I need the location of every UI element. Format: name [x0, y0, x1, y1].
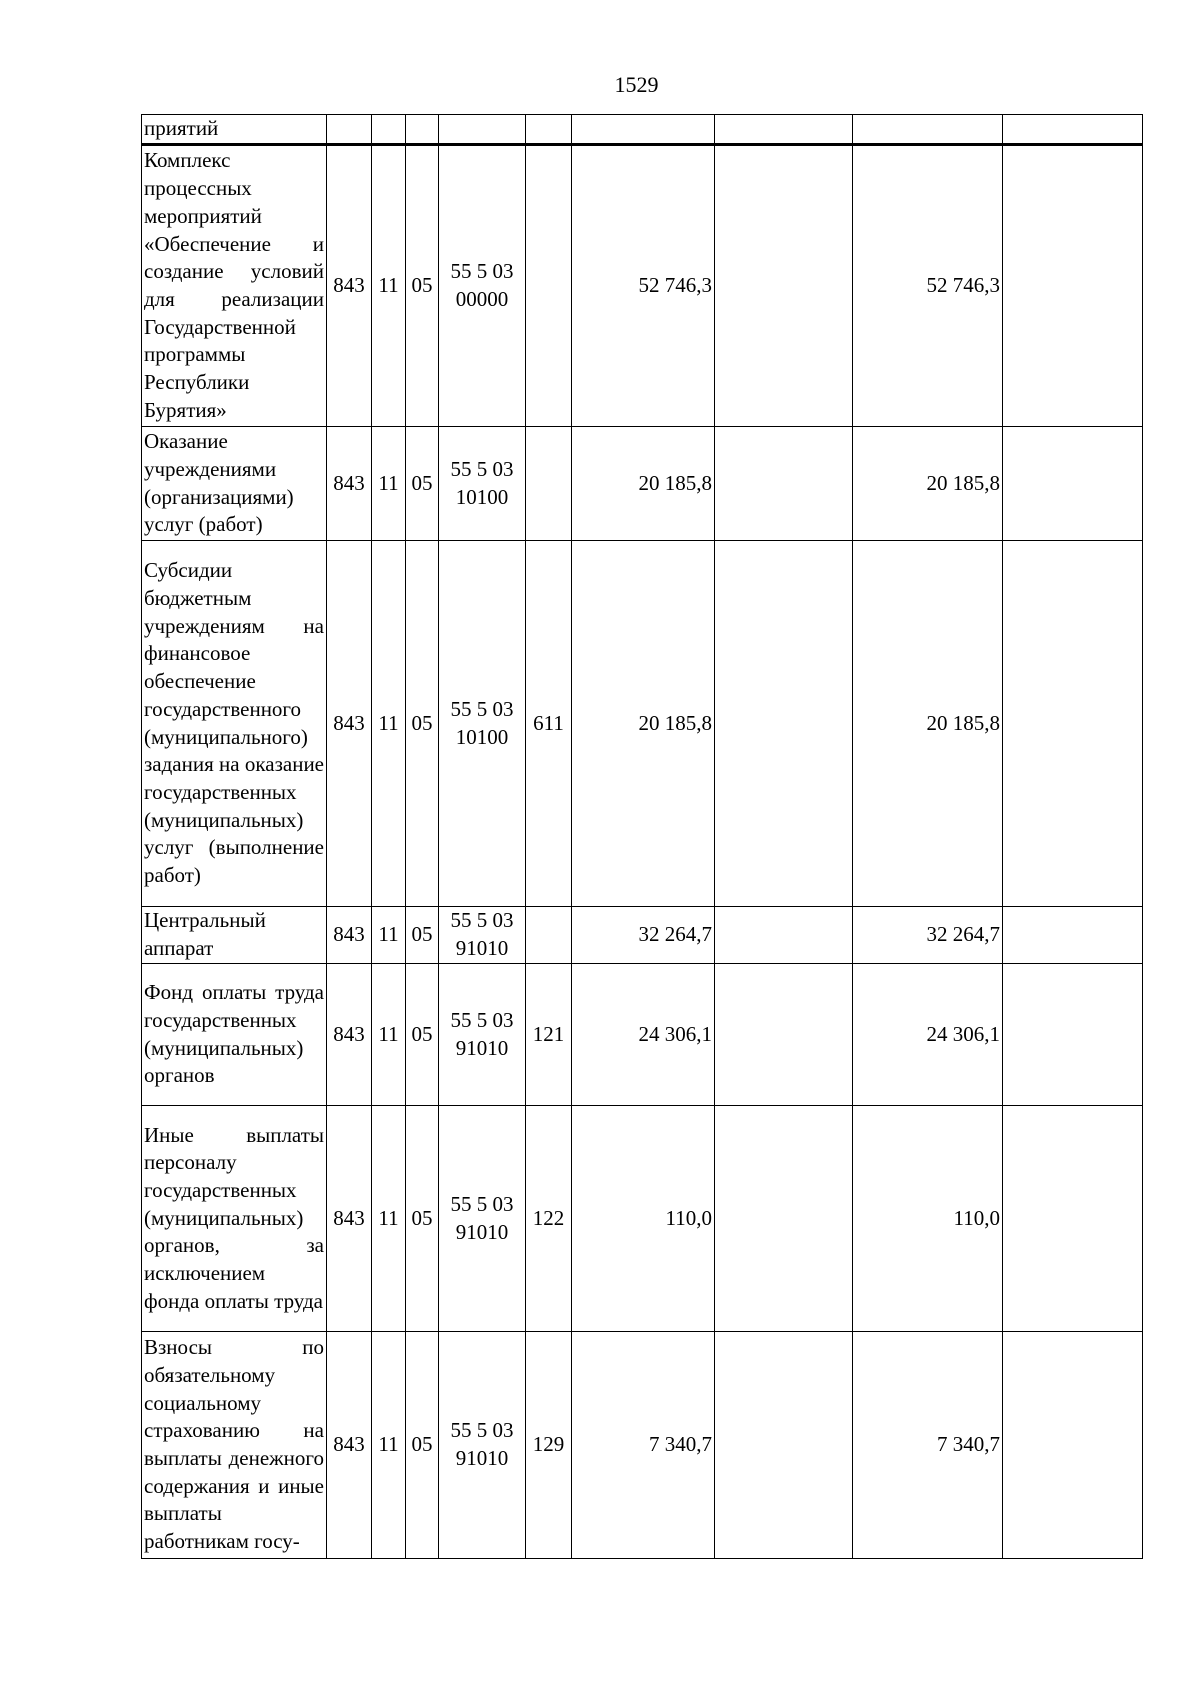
sum-cell: 20 185,8: [572, 427, 715, 541]
csr-cell: 55 5 03 10100: [439, 427, 526, 541]
vr-cell: 129: [526, 1332, 572, 1559]
sum-cell: [1003, 907, 1143, 964]
pr-cell: 05: [406, 1106, 439, 1332]
sum-cell: 52 746,3: [853, 145, 1003, 427]
sum-cell: 110,0: [572, 1106, 715, 1332]
row-name: Комплекс процессных мероприятий «Обеспечение и создание условий для реализации Государственной программы Республики Бурятия»: [142, 145, 327, 427]
vr-cell: 122: [526, 1106, 572, 1332]
row-name: Оказание учреждениями (организациями) услуг (работ): [142, 427, 327, 541]
rz-cell: 11: [372, 964, 406, 1106]
sum-cell: [715, 541, 853, 907]
sum-cell: [572, 115, 715, 145]
sum-cell: [715, 1106, 853, 1332]
sum-cell: 20 185,8: [853, 541, 1003, 907]
vr-cell: [526, 427, 572, 541]
sum-cell: 52 746,3: [572, 145, 715, 427]
sum-cell: 32 264,7: [572, 907, 715, 964]
sum-cell: [715, 964, 853, 1106]
sum-cell: [1003, 1106, 1143, 1332]
row-name: Фонд оплаты труда государственных (муниципальных) органов: [142, 964, 327, 1106]
sum-cell: [1003, 145, 1143, 427]
table-row: [142, 1106, 1143, 1332]
sum-cell: 20 185,8: [572, 541, 715, 907]
sum-cell: [1003, 427, 1143, 541]
pr-cell: 05: [406, 427, 439, 541]
csr-cell: 55 5 03 91010: [439, 964, 526, 1106]
pr-cell: 05: [406, 1332, 439, 1559]
rz-cell: 11: [372, 427, 406, 541]
sum-cell: 110,0: [853, 1106, 1003, 1332]
table-row: [142, 907, 1143, 964]
sum-cell: 7 340,7: [572, 1332, 715, 1559]
csr-cell: 55 5 03 91010: [439, 1106, 526, 1332]
row-name: приятий: [142, 115, 327, 145]
row-name: Взносы по обязательному социальному страхованию на выплаты денежного содержания и иные выплаты работникам госу-: [142, 1332, 327, 1559]
vr-cell: [526, 115, 572, 145]
gr-cell: 843: [327, 1332, 372, 1559]
pr-cell: 05: [406, 541, 439, 907]
sum-cell: [853, 115, 1003, 145]
sum-cell: [1003, 115, 1143, 145]
row-name: Субсидии бюджетным учреждениям на финансовое обеспечение государственного (муниципального) задания на оказание государственных (муниципальных) услуг (выполнение работ): [142, 541, 327, 907]
csr-cell: 55 5 03 00000: [439, 145, 526, 427]
sum-cell: [715, 907, 853, 964]
page-number: 1529: [614, 72, 659, 97]
vr-cell: 611: [526, 541, 572, 907]
sum-cell: [715, 145, 853, 427]
budget-table: [141, 114, 1143, 1559]
gr-cell: 843: [327, 1106, 372, 1332]
gr-cell: 843: [327, 541, 372, 907]
rz-cell: 11: [372, 541, 406, 907]
sum-cell: 20 185,8: [853, 427, 1003, 541]
sum-cell: [715, 1332, 853, 1559]
gr-cell: 843: [327, 964, 372, 1106]
csr-cell: [439, 115, 526, 145]
vr-cell: [526, 907, 572, 964]
sum-cell: [1003, 1332, 1143, 1559]
rz-cell: 11: [372, 907, 406, 964]
sum-cell: [1003, 964, 1143, 1106]
rz-cell: [372, 115, 406, 145]
csr-cell: 55 5 03 91010: [439, 907, 526, 964]
vr-cell: 121: [526, 964, 572, 1106]
pr-cell: 05: [406, 964, 439, 1106]
sum-cell: 7 340,7: [853, 1332, 1003, 1559]
rz-cell: 11: [372, 1106, 406, 1332]
rz-cell: 11: [372, 1332, 406, 1559]
gr-cell: [327, 115, 372, 145]
sum-cell: 24 306,1: [572, 964, 715, 1106]
row-name: Иные выплаты персоналу государственных (муниципальных) органов, за исключением фонда оплаты труда: [142, 1106, 327, 1332]
sum-cell: [715, 427, 853, 541]
csr-cell: 55 5 03 91010: [439, 1332, 526, 1559]
table-row: [142, 541, 1143, 907]
sum-cell: [715, 115, 853, 145]
pr-cell: [406, 115, 439, 145]
vr-cell: [526, 145, 572, 427]
gr-cell: 843: [327, 145, 372, 427]
pr-cell: 05: [406, 145, 439, 427]
row-name: Центральный аппарат: [142, 907, 327, 964]
gr-cell: 843: [327, 427, 372, 541]
sum-cell: [1003, 541, 1143, 907]
gr-cell: 843: [327, 907, 372, 964]
sum-cell: 32 264,7: [853, 907, 1003, 964]
table-row: [142, 964, 1143, 1106]
csr-cell: 55 5 03 10100: [439, 541, 526, 907]
rz-cell: 11: [372, 145, 406, 427]
table-row: [142, 115, 1143, 145]
table-row: [142, 145, 1143, 427]
sum-cell: 24 306,1: [853, 964, 1003, 1106]
pr-cell: 05: [406, 907, 439, 964]
table-row: [142, 1332, 1143, 1559]
table-row: [142, 427, 1143, 541]
